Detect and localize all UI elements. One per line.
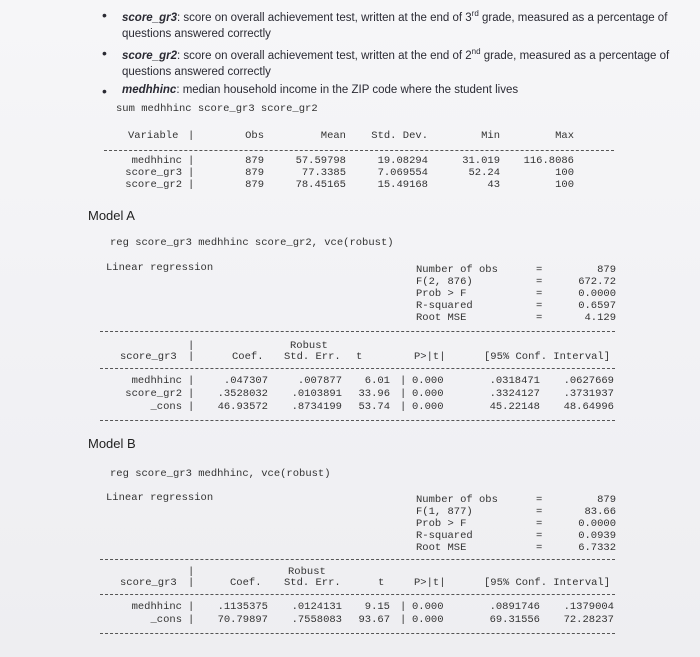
stat-equals: = [536,518,543,530]
summary-cell-mean: 78.45165 [295,179,346,191]
separator: | [188,388,195,400]
coef-cell-var: _cons [150,401,182,413]
separator: | [188,401,195,413]
summary-divider [104,150,614,151]
model-a-header-ci: [95% Conf. Interval] [484,351,611,363]
separator: | [188,130,195,142]
coef-cell-var: medhhinc [131,601,182,613]
stat-value: 4.129 [584,312,616,324]
bullet-dot-icon: • [102,44,107,61]
separator: | [188,566,195,578]
stat-label: R-squared [416,300,473,312]
stat-label: Number of obs [416,494,498,506]
model-a-header-p: P>|t| [414,351,446,363]
model-a-divider-mid [100,368,615,369]
stat-equals: = [536,506,543,518]
bullet-dot-icon: • [102,82,107,99]
variable-name: score_gr2 [122,49,177,62]
summary-cell-obs: 879 [245,167,264,179]
model-a-header-dep: score_gr3 [120,351,177,363]
coef-cell-p: 0.000 [412,614,444,626]
model-a-header-se: Std. Err. [284,351,341,363]
coef-cell-t: 6.01 [364,375,390,387]
stat-label: Number of obs [416,264,498,276]
separator: | [188,340,195,352]
summary-cell-max: 100 [555,179,574,191]
summary-cell-sd: 15.49168 [377,179,428,191]
separator: | [188,614,195,626]
summary-cell-variable: medhhinc [131,155,182,167]
summary-cell-mean: 77.3385 [301,167,346,179]
model-b-robust-label: Robust [288,566,326,578]
separator: | [400,614,407,626]
stat-equals: = [536,312,543,324]
model-a-command: reg score_gr3 medhhinc score_gr2, vce(robust) [110,237,394,249]
summary-header-max: Max [555,130,574,142]
stat-label: Prob > F [416,288,467,300]
model-b-header-se: Std. Err. [284,577,341,589]
bullet-score-gr2 [102,44,688,80]
stat-value: 0.0939 [578,530,616,542]
summary-header-sd: Std. Dev. [371,130,428,142]
stat-equals: = [536,276,543,288]
model-b-divider-top [100,559,615,560]
coef-cell-p: 0.000 [412,388,444,400]
bullet-dot-icon: • [102,7,107,23]
coef-cell-var: _cons [150,614,182,626]
model-b-command: reg score_gr3 medhhinc, vce(robust) [110,468,331,480]
separator: | [188,167,195,179]
separator: | [188,375,195,387]
model-b-divider-bottom [100,633,615,634]
stat-equals: = [536,530,543,542]
coef-cell-coef: .1135375 [217,601,268,613]
model-a-label: Model A [88,208,135,223]
separator: | [400,375,407,387]
model-a-title: Linear regression [106,262,214,274]
separator: | [400,388,407,400]
summary-cell-min: 52.24 [468,167,500,179]
coef-cell-ci-high: .1379004 [563,601,614,613]
model-b-label: Model B [88,436,136,451]
coef-cell-coef: .047307 [223,375,268,387]
coef-cell-ci-low: .0891746 [489,601,540,613]
stat-equals: = [536,300,543,312]
summary-cell-obs: 879 [245,155,264,167]
stat-label: Prob > F [416,518,467,530]
stat-label: Root MSE [416,542,467,554]
coef-cell-t: 9.15 [364,601,390,613]
coef-cell-t: 33.96 [358,388,390,400]
stat-label: R-squared [416,530,473,542]
coef-cell-se: .007877 [297,375,342,387]
coef-cell-ci-high: .3731937 [563,388,614,400]
stat-equals: = [536,264,543,276]
summary-cell-min: 43 [487,179,500,191]
variable-description-cont: grade, measured as a percentage of questions answered correctly [122,49,670,78]
summary-header-variable: Variable [128,130,179,142]
separator: | [188,179,195,191]
model-a-header-coef: Coef. [232,351,264,363]
bullet-score-gr3 [102,6,688,42]
separator: | [188,155,195,167]
model-a-header-t: t [356,351,363,363]
coef-cell-se: .8734199 [291,401,342,413]
model-b-header-ci: [95% Conf. Interval] [484,577,611,589]
variable-definitions [102,6,688,100]
stat-value: 672.72 [578,276,616,288]
model-b-title: Linear regression [106,492,214,504]
stat-equals: = [536,494,543,506]
summary-cell-max: 116.8086 [523,155,574,167]
separator: | [188,601,195,613]
variable-description-cont: grade, measured as a percentage of questions answered correctly [122,11,668,40]
summary-cell-variable: score_gr3 [125,167,182,179]
coef-cell-ci-low: 45.22148 [489,401,540,413]
coef-cell-coef: 46.93572 [217,401,268,413]
stat-label: Root MSE [416,312,467,324]
coef-cell-p: 0.000 [412,601,444,613]
coef-cell-var: score_gr2 [125,388,182,400]
separator: | [400,601,407,613]
model-b-header-dep: score_gr3 [120,577,177,589]
coef-cell-ci-high: .0627669 [563,375,614,387]
stat-value: 6.7332 [578,542,616,554]
summary-cell-obs: 879 [245,179,264,191]
separator: | [188,577,195,589]
stat-value: 0.6597 [578,300,616,312]
stat-value: 879 [597,264,616,276]
coef-cell-ci-low: 69.31556 [489,614,540,626]
model-b-divider-mid [100,594,615,595]
summary-cell-mean: 57.59798 [295,155,346,167]
coef-cell-p: 0.000 [412,375,444,387]
coef-cell-ci-high: 72.28237 [563,614,614,626]
separator: | [400,401,407,413]
summary-cell-sd: 19.08294 [377,155,428,167]
coef-cell-ci-low: .3324127 [489,388,540,400]
stat-equals: = [536,542,543,554]
variable-description: : median household income in the ZIP code where the student lives [176,83,519,96]
model-a-divider-top [100,331,615,332]
coef-cell-t: 53.74 [358,401,390,413]
coef-cell-coef: 70.79897 [217,614,268,626]
summary-cell-variable: score_gr2 [125,179,182,191]
stat-value: 879 [597,494,616,506]
summary-cell-max: 100 [555,167,574,179]
coef-cell-var: medhhinc [131,375,182,387]
summary-cell-sd: 7.069554 [377,167,428,179]
stat-equals: = [536,288,543,300]
coef-cell-t: 93.67 [358,614,390,626]
stat-label: F(2, 876) [416,276,473,288]
coef-cell-ci-low: .0318471 [489,375,540,387]
coef-cell-se: .0103891 [291,388,342,400]
model-b-header-coef: Coef. [230,577,262,589]
summary-cell-min: 31.019 [462,155,500,167]
variable-name: medhhinc [122,83,177,96]
summary-header-obs: Obs [245,130,264,142]
model-b-header-t: t [378,577,385,589]
variable-name: score_gr3 [122,11,177,24]
summary-header-mean: Mean [320,130,346,142]
stat-label: F(1, 877) [416,506,473,518]
coef-cell-se: .0124131 [291,601,342,613]
stat-value: 0.0000 [578,518,616,530]
summary-header-min: Min [481,130,500,142]
model-b-header-p: P>|t| [414,577,446,589]
model-a-divider-bottom [100,420,615,421]
model-a-robust-label: Robust [290,340,328,352]
coef-cell-se: .7558083 [291,614,342,626]
stat-value: 0.0000 [578,288,616,300]
coef-cell-coef: .3528032 [217,388,268,400]
stat-value: 83.66 [584,506,616,518]
coef-cell-ci-high: 48.64996 [563,401,614,413]
variable-description: : score on overall achievement test, written at the end of 2 [176,49,472,62]
separator: | [188,351,195,363]
ordinal-suffix: nd [471,46,481,56]
variable-description: : score on overall achievement test, written at the end of 3 [176,11,472,24]
summary-command: sum medhhinc score_gr3 score_gr2 [116,103,318,115]
bullet-medhhinc [102,82,688,99]
coef-cell-p: 0.000 [412,401,444,413]
ordinal-suffix: rd [471,9,479,18]
